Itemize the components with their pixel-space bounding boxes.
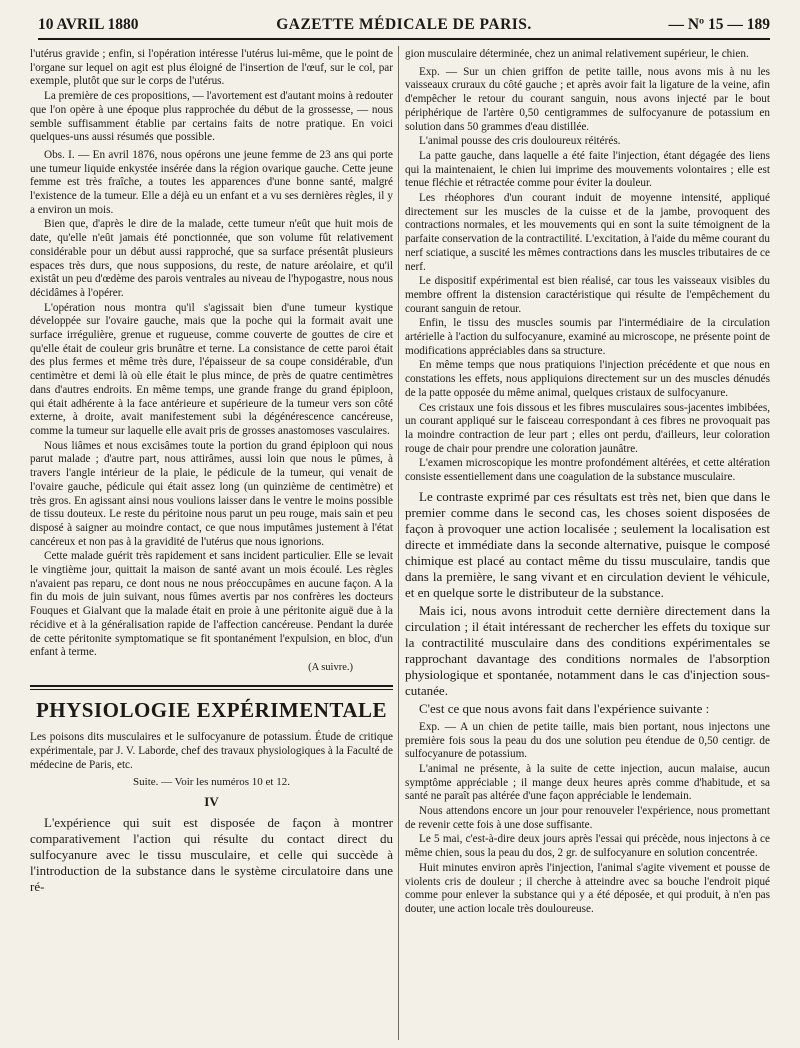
paragraph: L'examen microscopique les montre profondément altérées, et cette altération consiste essentiellement dans une coagulation de la substance musculaire.	[405, 457, 770, 484]
paragraph: Enfin, le tissu des muscles soumis par l'intermédiaire de la circulation artérielle à l'action du sulfocyanure, examiné au microscope, ne présente point de modifications appréciables dans sa structure.	[405, 317, 770, 357]
paragraph: L'expérience qui suit est disposée de façon à montrer comparativement l'action qui résulte du contact direct du sulfocyanure avec le tissu musculaire, et celle qui succède à l'introduction de la substance dans le système circulatoire dans une ré-	[30, 815, 393, 895]
paragraph: Les rhéophores d'un courant induit de moyenne intensité, appliqué directement sur les muscles de la cuisse et de la jambe, provoquent des contractions normales, et les mouvements qui en sont la suite témoignent de la parfaite conservation de la contractilité. L'excitation, à l'aide du même courant du nerf sciatique, a suscité les mêmes contractions dans les muscles tributaires de ce nerf.	[405, 192, 770, 273]
section-rule	[30, 685, 393, 690]
chapter-number: IV	[204, 794, 219, 810]
paragraph: La première de ces propositions, — l'avortement est d'autant moins à redouter que l'on opère à une époque plus rapprochée du début de la grossesse, — nous semble suffisamment établie par certains faits de notre pratique. En voici quelques-uns aussi résumés que possible.	[30, 90, 393, 144]
paragraph: Le contraste exprimé par ces résultats est très net, bien que dans le premier comme dans le second cas, les choses soient disposées de façon à provoquer une action localisée ; seulement la localisation est directe et immédiate dans la seconde alternative, puisque le composé chimique est placé au contact même du tissu musculaire, tandis que dans la première, le sang vivant et en circulation devient le véhicule, et en quelque sorte le distributeur de la substance.	[405, 488, 770, 600]
right-column	[405, 48, 770, 1042]
paragraph: Nous attendons encore un jour pour renouveler l'expérience, nous promettant de revenir cette fois à une dose suffisante.	[405, 805, 770, 831]
paragraph: l'utérus gravide ; enfin, si l'opération intéresse l'utérus lui-même, que le point de l'organe sur lequel on agit est plus éloigné de l'insertion de l'œuf, sur le col, par exemple, plutôt que sur le corps de l'utérus.	[30, 48, 393, 88]
paragraph: gion musculaire déterminée, chez un animal relativement supérieur, le chien.	[405, 48, 749, 60]
section-title: PHYSIOLOGIE EXPÉRIMENTALE	[35, 697, 388, 722]
paragraph: L'animal ne présente, à la suite de cette injection, aucun malaise, aucun symptôme appréciable ; il mange deux heures après comme d'habitude, et sa santé ne paraît pas altérée d'une façon appréciable le lendemain.	[405, 762, 770, 803]
article-heading: Les poisons dits musculaires et le sulfocyanure de potassium. Étude de critique expérimentale, par J. V. Laborde, chef des travaux physiologiques à la Faculté de médecine de Paris, etc.	[30, 730, 393, 771]
paragraph: Cette malade guérit très rapidement et sans incident particulier. Elle se levait le vingtième jour, quittait la maison de santé avant un mois écoulé. Les règles n'avaient pas reparu, ce dont nous ne nous préoccupâmes en aucune façon. A la fin du mois de juin suivant, nous fûmes avertis par nos confrères les docteurs Fouques et Gialvant que la malade était en proie à une péritonite aiguë due à la récidive et à la généralisation rapide de l'affection cancéreuse. Pendant la durée de cette péritonite symptomatique se fit spontanément l'expulsion, en bloc, d'un enfant à terme.	[30, 550, 393, 659]
column-divider	[398, 46, 399, 1040]
left-column	[30, 48, 393, 1042]
paragraph: L'opération nous montra qu'il s'agissait bien d'une tumeur kystique développée sur l'ovaire gauche, mais que la poche qui la formait avait une surface irrégulière, grenue et rugueuse, comme couverte de gouttes de cire et qu'elle était de couleur gris brunâtre et terne. La consistance de cette paroi était des plus fermes et même très dure, l'épaisseur de sa coupe considérable, d'un centimètre et demi là où elle était le plus mince, de près de quatre centimètres dans d'autres endroits. En même temps, une grande frange du grand épiploon, qui était adhérente à la face antérieure et supérieure de la tumeur vers son côté externe, à droite, avait manifestement subi la dégénérescence cancéreuse, comme la tumeur sur laquelle elle avait pris de grosses anastomoses vasculaires.	[30, 301, 393, 437]
paragraph: Le 5 mai, c'est-à-dire deux jours après l'essai qui précède, nous injectons à ce même chien, sous la peau du dos, 2 gr. de sulfocyanure en solution concentrée.	[405, 833, 770, 860]
page-header	[38, 14, 770, 40]
header-date: 10 AVRIL 1880	[38, 16, 139, 33]
experiment-paragraph: Exp. — A un chien de petite taille, mais bien portant, nous injectons une première fois sous la peau du dos une solution peu étendue de 0,50 centigr. de sulfocyanure de potassium.	[405, 720, 770, 761]
paragraph: L'animal pousse des cris douloureux réitérés.	[419, 135, 621, 148]
paragraph: Le dispositif expérimental est bien réalisé, car tous les vaisseaux visibles du membre offrent la distension caractéristique qui résulte de l'empêchement du courant sanguin de retour.	[405, 275, 770, 315]
paragraph: Huit minutes environ après l'injection, l'animal s'agite vivement et pousse de violents cris de douleur ; il cherche à atteindre avec sa bouche l'endroit piqué comme pour enlever la substance qui y a été déposée, et qui produit, à n'en pas douter, une action locale très douloureuse.	[405, 861, 770, 915]
paragraph: En même temps que nous pratiquions l'injection précédente et que nous en constations les effets, nous appliquions directement sur un des muscles dénudés de la patte opposée du même animal, quelques cristaux de sulfocyanure.	[405, 359, 770, 399]
header-title: GAZETTE MÉDICALE DE PARIS.	[276, 16, 532, 33]
observation-paragraph: Obs. I. — En avril 1876, nous opérons une jeune femme de 23 ans qui porte une tumeur liquide enkystée insérée dans la région ovarique gauche. Cette jeune femme est très fraîche, a toutes les apparences d'une bonne santé, malgré l'existence de la tumeur. Elle a déjà eu un enfant et a vu ses dernières règles, il y a environ un mois.	[30, 148, 393, 216]
paragraph: La patte gauche, dans laquelle a été faite l'injection, étant dégagée des liens qui la maintenaient, le chien lui imprime des mouvements volontaires ; elle est tenue fléchie et rétractée comme pour éviter la douleur.	[405, 149, 770, 190]
header-issue: — Nº 15 — 189	[668, 16, 770, 33]
paragraph: C'est ce que nous avons fait dans l'expérience suivante :	[419, 700, 710, 716]
continuation-note: Suite. — Voir les numéros 10 et 12.	[133, 775, 290, 788]
to-be-continued: (A suivre.)	[308, 661, 353, 673]
paragraph: Nous liâmes et nous excisâmes toute la portion du grand épiploon qui nous parut malade ; d'autre part, nous attirâmes, aussi loin que nous le pûmes, à travers l'angle intérieur de la plaie, le pédicule de la tumeur, qui venait de l'ovaire gauche, pédicule qui était assez long (un quinzième de centimètre) et très gros. En agissant ainsi nous voulions laisser dans le ventre le moins possible de tissu douteux. Le reste du péritoine nous parut un peu rouge, mais sain et peu disposé à saigner au moindre contact, ce que nous imputâmes justement à l'état cancéreux et non pas à la gravidité de l'utérus que nous ignorions.	[30, 439, 393, 548]
paragraph: Ces cristaux une fois dissous et les fibres musculaires sous-jacentes imbibées, un courant appliqué sur le faisceau correspondant à ces fibres ne provoquait pas la moindre contraction de leur part ; elles ont perdu, d'ailleurs, leur coloration rouge de chair pour prendre une coloration jaunâtre.	[405, 401, 770, 455]
paragraph: Mais ici, nous avons introduit cette dernière directement dans la circulation ; il était intéressant de rechercher les effets du toxique sur la contractilité musculaire dans des conditions expérimentales se rapprochant davantage des conditions normales de l'absorption physiologique et spontanée, notamment dans le cas d'injection sous-cutanée.	[405, 602, 770, 698]
paragraph: Bien que, d'après le dire de la malade, cette tumeur n'eût que huit mois de date, qu'elle n'eût jamais été ponctionnée, que son volume fût relativement considérable pour un début aussi rapproché, que sa surface présentât plusieurs espaces très durs, que nous supposions, du reste, de nature aréolaire, et qu'il existât un peu d'œdème des parois ventrales au niveau de l'hypogastre, nous nous décidâmes à l'opérer.	[30, 218, 393, 299]
experiment-paragraph: Exp. — Sur un chien griffon de petite taille, nous avons mis à nu les vaisseaux cruraux du côté gauche ; et après avoir fait la ligature de la veine, afin d'empêcher le retour du courant sanguin, nous avons injecté par le bout périphérique de l'artère 0,50 centigrammes de sulfocyanure de potassium en solution dans 50 grammes d'eau distillée.	[405, 65, 770, 133]
